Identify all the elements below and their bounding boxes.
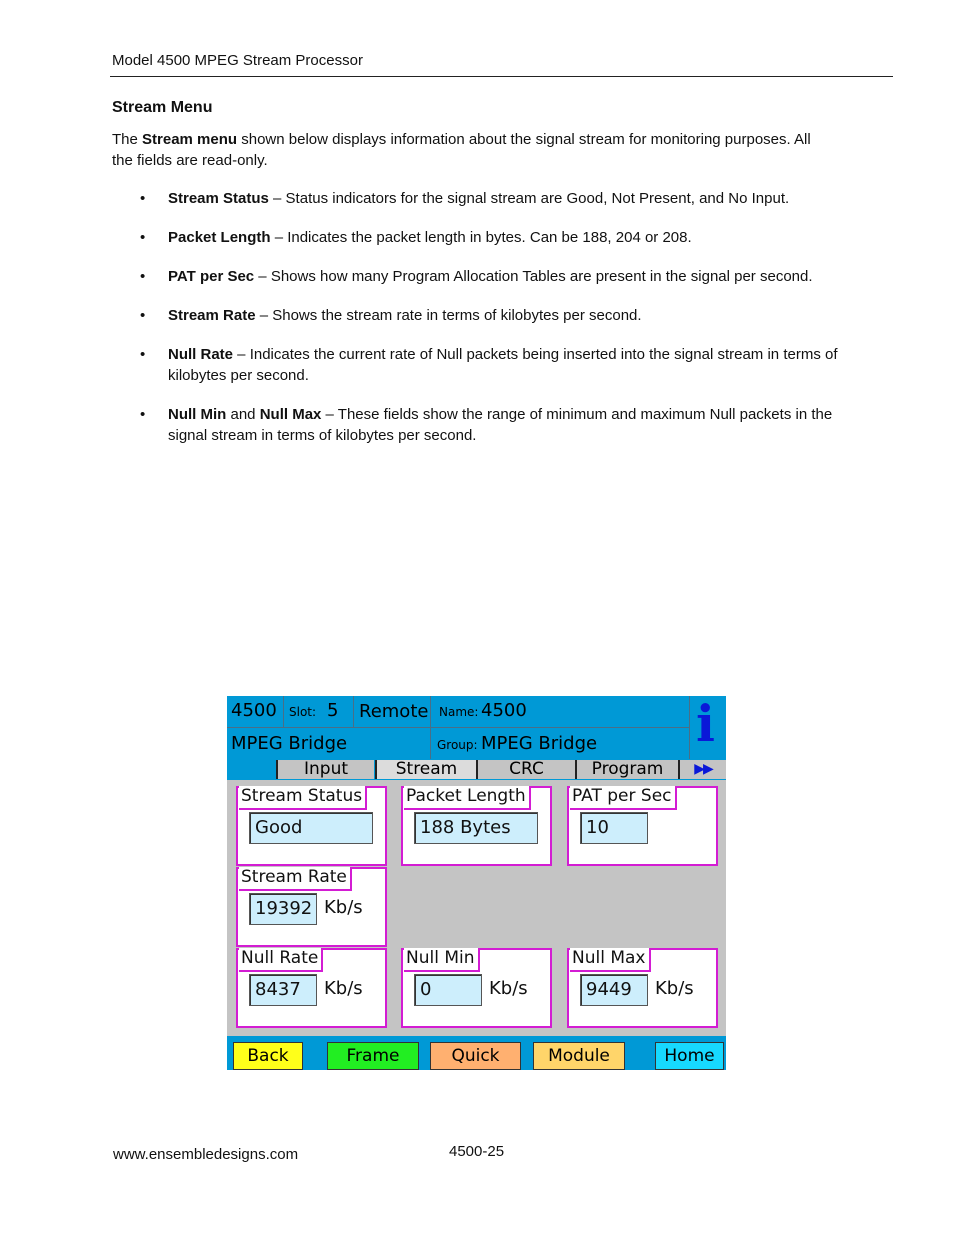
bullet-stream-rate [140, 305, 840, 326]
bullet-text: – Indicates the packet length in bytes. Can be 188, 204 or 208. [270, 229, 692, 246]
intro-bold: Stream menu [142, 131, 238, 148]
footer-website: www.ensembledesigns.com [113, 1146, 299, 1163]
null-rate-box [236, 948, 387, 1028]
slot-value: 5 [327, 700, 339, 721]
stream-rate-unit: Kb/s [324, 897, 363, 918]
packet-length-value: 188 Bytes [414, 812, 538, 844]
bullet-term: Stream Status [168, 190, 269, 207]
group-label: Group: [437, 738, 478, 752]
stream-status-value: Good [249, 812, 373, 844]
bullet-term: Null Min [168, 406, 227, 423]
field-description-list [140, 188, 840, 464]
stream-status-label: Stream Status [239, 786, 367, 810]
home-button[interactable]: Home [655, 1042, 724, 1070]
intro-post: shown below displays information about the signal stream for monitoring purposes. All the fields are read-only. [112, 131, 811, 169]
page-number: 4500-25 [449, 1143, 505, 1160]
null-min-label: Null Min [404, 948, 480, 972]
stream-rate-value: 19392 [249, 893, 317, 925]
bullet-text: – These fields show the range of minimum and maximum Null packets in the signal stream in terms of kilobytes per second. [168, 406, 833, 444]
null-rate-unit: Kb/s [324, 978, 363, 999]
name-value: 4500 [481, 700, 527, 721]
bullet-pat-per-sec [140, 266, 840, 287]
slot-label: Slot: [289, 705, 317, 719]
tab-program[interactable]: Program [575, 760, 678, 779]
packet-length-box [401, 786, 552, 866]
tab-stream[interactable]: Stream [375, 760, 476, 779]
null-max-value: 9449 [580, 974, 648, 1006]
null-max-unit: Kb/s [655, 978, 694, 999]
bullet-text: – Shows how many Program Allocation Tables are present in the signal per second. [254, 268, 813, 285]
divider [283, 696, 284, 727]
bullet-term: Packet Length [168, 229, 271, 246]
pat-per-sec-label: PAT per Sec [570, 786, 677, 810]
pat-per-sec-box [567, 786, 718, 866]
bullet-text: – Indicates the current rate of Null packets being inserted into the signal stream in terms of kilobytes per second. [168, 346, 838, 384]
pat-per-sec-value: 10 [580, 812, 648, 844]
info-icon[interactable]: i [696, 694, 715, 753]
bullet-term2: Null Max [259, 406, 322, 423]
group-value: MPEG Bridge [481, 733, 598, 754]
back-button[interactable]: Back [233, 1042, 303, 1070]
stream-status-box [236, 786, 387, 866]
running-header: Model 4500 MPEG Stream Processor [112, 52, 363, 69]
quick-button[interactable]: Quick [430, 1042, 521, 1070]
bullet-term: Null Rate [168, 346, 234, 363]
packet-length-label: Packet Length [404, 786, 531, 810]
more-tabs-arrow-icon[interactable]: ▶▶ [678, 760, 726, 779]
bullet-null-rate [140, 344, 840, 386]
bullet-packet-length [140, 227, 840, 248]
tab-input[interactable]: Input [276, 760, 374, 779]
divider [353, 696, 354, 727]
intro-paragraph [112, 129, 812, 171]
bullet-null-min-max [140, 404, 840, 446]
null-min-value: 0 [414, 974, 482, 1006]
stream-menu-screen [227, 696, 726, 1070]
frame-button[interactable]: Frame [327, 1042, 419, 1070]
mode-status: Remote [359, 701, 429, 722]
bullet-term: PAT per Sec [168, 268, 255, 285]
section-title: Stream Menu [112, 99, 213, 116]
header-rule [110, 76, 893, 77]
null-rate-label: Null Rate [239, 948, 323, 972]
null-rate-value: 8437 [249, 974, 317, 1006]
stream-rate-box [236, 867, 387, 947]
intro-pre: The [112, 131, 143, 148]
module-button[interactable]: Module [533, 1042, 625, 1070]
null-max-label: Null Max [570, 948, 651, 972]
null-min-unit: Kb/s [489, 978, 528, 999]
model-number: 4500 [231, 700, 277, 721]
bullet-text: – Status indicators for the signal stream are Good, Not Present, and No Input. [268, 190, 790, 207]
bullet-mid: and [226, 406, 260, 423]
null-max-box [567, 948, 718, 1028]
bullet-text: – Shows the stream rate in terms of kilobytes per second. [255, 307, 642, 324]
stream-rate-label: Stream Rate [239, 867, 352, 891]
null-min-box [401, 948, 552, 1028]
bullet-term: Stream Rate [168, 307, 256, 324]
bullet-stream-status [140, 188, 840, 209]
tab-crc[interactable]: CRC [476, 760, 575, 779]
product-name: MPEG Bridge [231, 733, 348, 754]
name-label: Name: [439, 705, 479, 719]
divider [689, 696, 690, 759]
divider [227, 727, 689, 728]
